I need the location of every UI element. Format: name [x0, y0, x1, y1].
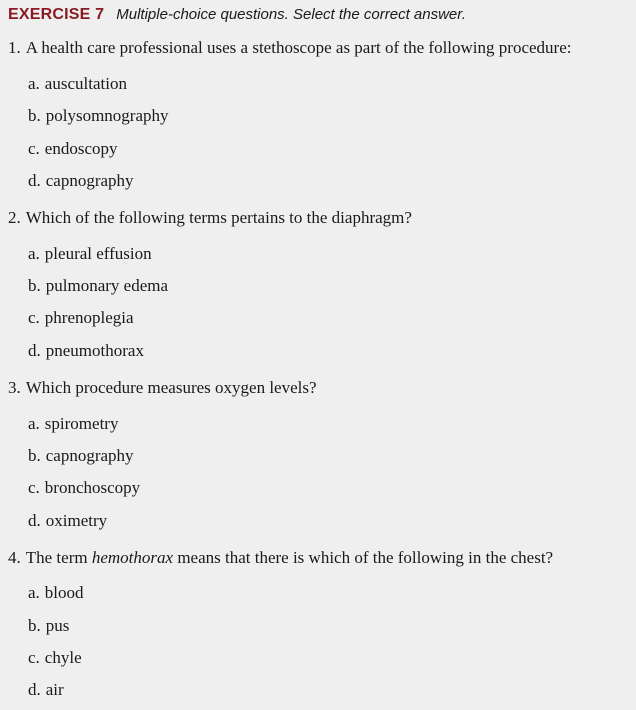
question-4	[8, 547, 553, 569]
option-letter: d.	[28, 171, 41, 190]
question-1-option-b[interactable]	[28, 105, 169, 127]
question-text: Which of the following terms pertains to the diaphragm?	[25, 208, 412, 227]
question-3	[8, 377, 317, 399]
option-text: air	[45, 680, 64, 699]
question-4-option-a[interactable]	[28, 582, 84, 604]
question-2	[8, 207, 412, 229]
option-letter: c.	[28, 139, 40, 158]
question-2-option-a[interactable]	[28, 243, 152, 265]
option-text: capnography	[45, 446, 134, 465]
question-2-option-b[interactable]	[28, 275, 168, 297]
option-letter: b.	[28, 446, 41, 465]
option-letter: c.	[28, 478, 40, 497]
question-number: 2.	[8, 208, 21, 227]
option-text: pleural effusion	[44, 244, 152, 263]
exercise-instructions: Multiple-choice questions. Select the correct answer.	[116, 6, 466, 23]
option-text: pneumothorax	[45, 341, 144, 360]
option-text: oximetry	[45, 511, 108, 530]
option-text: phrenoplegia	[44, 308, 134, 327]
option-letter: b.	[28, 106, 41, 125]
option-letter: d.	[28, 680, 41, 699]
option-text: spirometry	[44, 414, 119, 433]
option-text: auscultation	[44, 74, 127, 93]
option-letter: a.	[28, 583, 40, 602]
question-1-option-d[interactable]	[28, 170, 134, 192]
option-text: capnography	[45, 171, 134, 190]
question-number: 4.	[8, 548, 21, 567]
option-text: chyle	[44, 648, 82, 667]
question-text-before: The term	[25, 548, 88, 567]
question-text: Which procedure measures oxygen levels?	[25, 378, 317, 397]
question-emphasis-term: hemothorax	[91, 548, 174, 567]
question-3-option-b[interactable]	[28, 445, 134, 467]
option-text: bronchoscopy	[44, 478, 141, 497]
exercise-label: EXERCISE 7	[8, 6, 105, 23]
option-text: pus	[45, 616, 70, 635]
question-4-option-d[interactable]	[28, 679, 64, 701]
question-3-option-a[interactable]	[28, 413, 118, 435]
question-text: A health care professional uses a stethoscope as part of the following procedure:	[25, 38, 572, 57]
option-text: blood	[44, 583, 84, 602]
option-text: endoscopy	[44, 139, 118, 158]
question-1	[8, 37, 571, 59]
question-4-option-b[interactable]	[28, 615, 69, 637]
option-letter: c.	[28, 308, 40, 327]
option-letter: c.	[28, 648, 40, 667]
option-letter: d.	[28, 511, 41, 530]
option-letter: d.	[28, 341, 41, 360]
question-3-option-d[interactable]	[28, 510, 107, 532]
question-3-option-c[interactable]	[28, 477, 140, 499]
question-4-option-c[interactable]	[28, 647, 82, 669]
option-letter: a.	[28, 74, 40, 93]
option-letter: b.	[28, 276, 41, 295]
exercise-header	[8, 6, 466, 28]
option-text: pulmonary edema	[45, 276, 169, 295]
question-1-option-c[interactable]	[28, 138, 118, 160]
question-2-option-d[interactable]	[28, 340, 144, 362]
option-text: polysomnography	[45, 106, 169, 125]
question-2-option-c[interactable]	[28, 307, 134, 329]
question-number: 3.	[8, 378, 21, 397]
option-letter: a.	[28, 414, 40, 433]
option-letter: b.	[28, 616, 41, 635]
option-letter: a.	[28, 244, 40, 263]
question-1-option-a[interactable]	[28, 73, 127, 95]
question-text-after: means that there is which of the following in the chest?	[177, 548, 554, 567]
question-number: 1.	[8, 38, 21, 57]
